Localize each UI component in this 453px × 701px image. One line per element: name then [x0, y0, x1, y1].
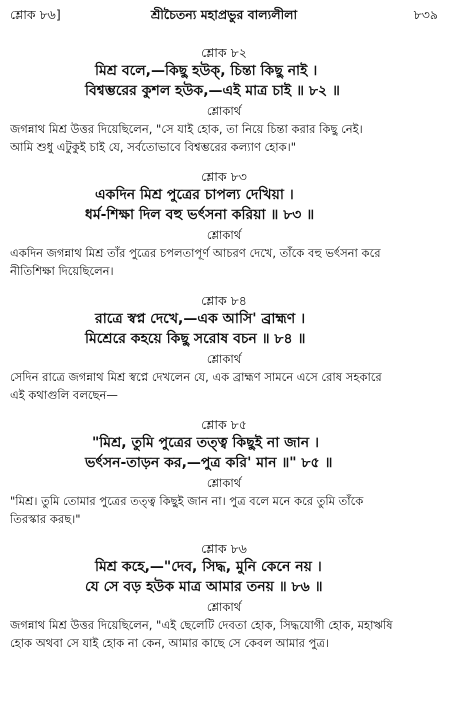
- verse-line: "মিশ্র, তুমি পুত্রের তত্ত্ব কিছুই না জান ।: [92, 435, 319, 451]
- verse-line: যে সে বড় হউক মাত্র আমার তনয় ॥ ৮৬ ॥: [85, 579, 323, 595]
- sloka-block: [10, 168, 438, 280]
- translation-line: হোক অথবা সে যাই হোক না কেন, আমার কাছে সে কেবল আমার পুত্র।: [10, 636, 330, 650]
- shlokartha-label: শ্লোকার্থ: [206, 228, 242, 242]
- sloka-block: [10, 292, 438, 404]
- verse-line: ধর্ম-শিক্ষা দিল বহু ভর্ৎসনা করিয়া ॥ ৮৩ ॥: [85, 207, 315, 223]
- translation-line: এই কথাগুলি বলছেন—: [10, 388, 118, 402]
- page-body: [10, 44, 438, 652]
- shlokartha-label: শ্লোকার্থ: [206, 600, 242, 614]
- sloka-block: [10, 416, 438, 528]
- translation-line: একদিন জগন্নাথ মিশ্র তাঁর পুত্রের চপলতাপূর্ণ আচরণ দেখে, তাঁকে বহু ভর্ৎসনা করে: [10, 246, 381, 260]
- verse-line: মিশ্রেরে কহয়ে কিছু সরোষ বচন ॥ ৮৪ ॥: [85, 331, 306, 347]
- sloka-number: শ্লোক ৮৪: [201, 293, 247, 308]
- page-header: [10, 7, 438, 27]
- verse-line: একদিন মিশ্র পুত্রের চাপল্য দেখিয়া ।: [95, 187, 294, 203]
- shlokartha-label: শ্লোকার্থ: [206, 476, 242, 490]
- verse-line: রাত্রে স্বপ্ন দেখে,—এক আসি' ব্রাহ্মণ ।: [95, 311, 306, 327]
- translation-line: জগন্নাথ মিশ্র উত্তর দিয়েছিলেন, "এই ছেলেটি দেবতা হোক, সিদ্ধযোগী হোক, মহাঋষি: [10, 618, 393, 632]
- shlokartha-label: শ্লোকার্থ: [206, 104, 242, 118]
- sloka-number: শ্লোক ৮২: [201, 45, 247, 60]
- translation-line: জগন্নাথ মিশ্র উত্তর দিয়েছিলেন, "সে যাই হোক, তা নিয়ে চিন্তা করার কিছু নেই।: [10, 122, 363, 136]
- sloka-number: শ্লোক ৮৩: [201, 169, 247, 184]
- verse-line: মিশ্র বলে,—কিছু হউক্, চিন্তা কিছু নাই ।: [95, 63, 318, 79]
- verse-line: ভর্ৎসন-তাড়ন কর,—পুত্র করি' মান ॥" ৮৫ ॥: [85, 455, 333, 471]
- running-title: শ্রীচৈতন্য মহাপ্রভুর বাল্যলীলা: [150, 7, 298, 22]
- translation-line: "মিশ্র। তুমি তোমার পুত্রের তত্ত্ব কিছুই জান না। পুত্র বলে মনে করে তুমি তাঁকে: [10, 494, 364, 508]
- header-sloka-ref: শ্লোক ৮৬]: [10, 7, 61, 22]
- shlokartha-label: শ্লোকার্থ: [206, 352, 242, 366]
- sloka-number: শ্লোক ৮৫: [201, 417, 247, 432]
- sloka-block: [10, 540, 438, 652]
- translation-line: সেদিন রাত্রে জগন্নাথ মিশ্র স্বপ্নে দেখলেন যে, এক ব্রাহ্মণ সামনে এসে রোষ সহকারে: [10, 370, 382, 384]
- translation-line: নীতিশিক্ষা দিয়েছিলেন।: [10, 264, 114, 278]
- page-number: ৮৩৯: [413, 7, 438, 22]
- translation: [10, 616, 438, 652]
- translation: [10, 244, 438, 280]
- translation-line: আমি শুধু এটুকুই চাই যে, সর্বতোভাবে বিশ্বম্ভরের কল্যাণ হোক।": [10, 140, 297, 154]
- sloka-block: [10, 44, 438, 156]
- translation: [10, 492, 438, 528]
- translation: [10, 120, 438, 156]
- translation-line: তিরস্কার করছ।": [10, 512, 81, 526]
- sloka-number: শ্লোক ৮৬: [201, 541, 247, 556]
- verse-line: বিশ্বম্ভরের কুশল হউক,—এই মাত্র চাই ॥ ৮২ ॥: [85, 83, 340, 99]
- translation: [10, 368, 438, 404]
- verse-line: মিশ্র কহে,—"দেব, সিদ্ধ, মুনি কেনে নয় ।: [95, 559, 322, 575]
